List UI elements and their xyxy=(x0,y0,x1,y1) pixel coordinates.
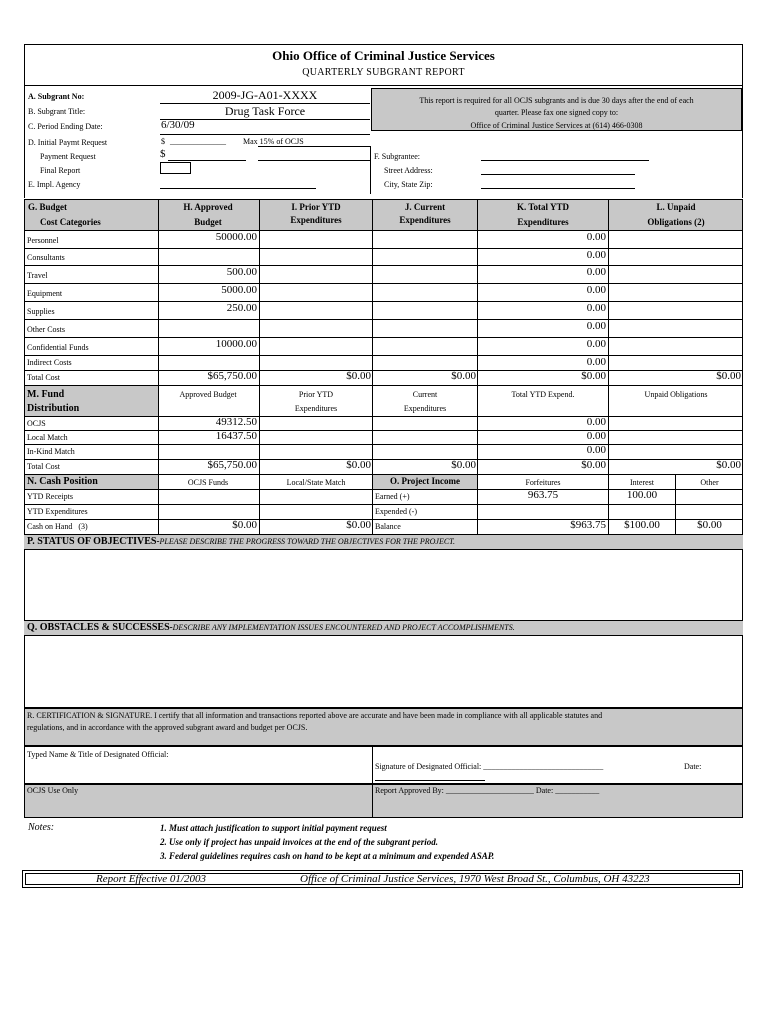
status-header: P. STATUS OF OBJECTIVES-PLEASE DESCRIBE THE PROGRESS TOWARD THE OBJECTIVES FOR THE PROJECT. xyxy=(27,536,456,547)
cash-title: N. Cash Position xyxy=(27,476,98,487)
fund-h-prior-2: Expenditures xyxy=(294,404,338,413)
budget-row-label: Travel xyxy=(27,271,48,280)
fund-row-label: OCJS xyxy=(27,419,46,428)
initial-payment-label: D. Initial Paymt Request xyxy=(28,138,108,147)
notice-line-2: quarter. Please fax one signed copy to: xyxy=(494,108,619,117)
budget-row-total: 0.00 xyxy=(586,302,606,314)
subgrant-no-value[interactable]: 2009-JG-A01-XXXX xyxy=(212,88,318,102)
obstacles-textarea[interactable] xyxy=(24,635,743,708)
col-k-line1: K. Total YTD xyxy=(517,202,569,212)
budget-total-approved: $65,750.00 xyxy=(207,370,257,382)
col-g-line2: Cost Categories xyxy=(40,217,101,227)
fund-total-current: $0.00 xyxy=(451,459,476,471)
fund-h-approved: Approved Budget xyxy=(179,390,237,399)
initial-dollar: $ xyxy=(161,137,165,146)
balance-forfeitures: $963.75 xyxy=(570,519,606,531)
budget-row-approved[interactable]: 5000.00 xyxy=(221,284,257,296)
max-note: Max 15% of OCJS xyxy=(243,137,304,146)
col-g-line1: G. Budget xyxy=(28,202,68,212)
fund-row-label: Local Match xyxy=(27,433,68,442)
certification-text-2: regulations, and in accordance with the approved subgrant award and budget per OCJS. xyxy=(27,723,308,732)
impl-agency-label: E. Impl. Agency xyxy=(28,180,81,189)
ytd-expenditures-label: YTD Expenditures xyxy=(27,507,88,516)
budget-row-approved[interactable]: 250.00 xyxy=(226,302,257,314)
budget-row-approved[interactable]: 50000.00 xyxy=(215,231,257,243)
subgrant-title-value[interactable]: Drug Task Force xyxy=(224,104,306,118)
cash-h-income: O. Project Income xyxy=(389,476,461,486)
final-report-label: Final Report xyxy=(40,166,81,175)
col-l-line2: Obligations (2) xyxy=(647,217,705,227)
fund-row-label: In-Kind Match xyxy=(27,447,75,456)
ytd-receipts-label: YTD Receipts xyxy=(27,492,73,501)
cash-h-other: Other xyxy=(700,478,719,487)
signature-date-label: Date: xyxy=(684,762,702,771)
certification-text-1: R. CERTIFICATION & SIGNATURE. I certify that all information and transactions reported above are accurate and have been made in compliance with all applicable statutes and xyxy=(27,711,603,720)
col-j-line2: Expenditures xyxy=(399,215,451,225)
col-h-line2: Budget xyxy=(194,217,222,227)
budget-row-approved[interactable]: 500.00 xyxy=(226,266,257,278)
typed-name-label: Typed Name & Title of Designated Official: xyxy=(27,750,169,759)
subgrantee-field[interactable] xyxy=(481,160,649,161)
report-title: QUARTERLY SUBGRANT REPORT xyxy=(302,67,465,78)
period-label: C. Period Ending Date: xyxy=(28,122,103,131)
budget-row-label: Other Costs xyxy=(27,325,65,334)
street-label: Street Address: xyxy=(384,166,433,175)
fund-total-unpaid: $0.00 xyxy=(716,459,741,471)
city-field[interactable] xyxy=(481,188,635,189)
cash-h-local: Local/State Match xyxy=(286,478,346,487)
col-i-line1: I. Prior YTD xyxy=(291,202,341,212)
balance-other: $0.00 xyxy=(697,519,722,531)
fund-h-prior-1: Prior YTD xyxy=(298,390,334,399)
budget-row-total: 0.00 xyxy=(586,249,606,261)
fund-title-1: M. Fund xyxy=(27,389,65,400)
status-textarea[interactable] xyxy=(24,549,743,621)
subgrant-title-label: B. Subgrant Title: xyxy=(28,107,86,116)
fund-h-current-1: Current xyxy=(412,390,438,399)
footer-address: Office of Criminal Justice Services, 1970 West Broad St., Columbus, OH 43223 xyxy=(300,873,650,885)
fund-h-current-2: Expenditures xyxy=(403,404,447,413)
impl-agency-field[interactable] xyxy=(160,188,316,189)
fund-total-prior: $0.00 xyxy=(346,459,371,471)
budget-total-unpaid: $0.00 xyxy=(716,370,741,382)
cash-local-value: $0.00 xyxy=(346,519,371,531)
budget-row-label: Supplies xyxy=(27,307,55,316)
col-l-line1: L. Unpaid xyxy=(656,202,696,212)
budget-row-total: 0.00 xyxy=(586,338,606,350)
note-3: 3. Federal guidelines requires cash on hand to be kept at a minimum and expended ASAP. xyxy=(160,851,495,861)
fund-row-approved[interactable]: 49312.50 xyxy=(215,416,257,428)
notice-line-3: Office of Criminal Justice Services at (614) 466-0308 xyxy=(470,121,643,130)
expended-label: Expended (-) xyxy=(375,507,417,516)
col-i-line2: Expenditures xyxy=(290,215,342,225)
fund-row-total: 0.00 xyxy=(586,430,606,442)
earned-forfeitures[interactable]: 963.75 xyxy=(527,489,559,501)
col-h-line1: H. Approved xyxy=(183,202,233,212)
notes-label: Notes: xyxy=(28,822,55,833)
subgrant-no-label: A. Subgrant No: xyxy=(28,92,85,101)
cash-h-forfeitures: Forfeitures xyxy=(525,478,561,487)
approved-by-label[interactable]: Report Approved By: ______________________ Date: ___________ xyxy=(375,786,600,795)
note-2: 2. Use only if project has unpaid invoices at the end of the subgrant period. xyxy=(160,837,439,847)
fund-row-total: 0.00 xyxy=(586,444,606,456)
budget-row-total: 0.00 xyxy=(586,356,606,368)
budget-total-current: $0.00 xyxy=(451,370,476,382)
signature-label[interactable]: Signature of Designated Official: ______________________________ xyxy=(375,762,604,771)
footer-effective: Report Effective 01/2003 xyxy=(96,873,206,885)
street-field[interactable] xyxy=(481,174,635,175)
budget-total-ytd: $0.00 xyxy=(581,370,606,382)
fund-h-unpaid: Unpaid Obligations xyxy=(644,390,708,399)
cash-h-ocjs: OCJS Funds xyxy=(187,478,229,487)
budget-row-label: Personnel xyxy=(27,236,59,245)
subgrantee-label: F. Subgrantee: xyxy=(374,152,421,161)
payment-request-label: Payment Request xyxy=(40,152,96,161)
agency-title: Ohio Office of Criminal Justice Services xyxy=(272,48,495,63)
fund-total-ytd: $0.00 xyxy=(581,459,606,471)
cash-h-interest: Interest xyxy=(630,478,654,487)
period-value[interactable]: 6/30/09 xyxy=(161,119,195,131)
obstacles-header: Q. OBSTACLES & SUCCESSES-DESCRIBE ANY IMPLEMENTATION ISSUES ENCOUNTERED AND PROJECT ACCOMPLISHMENTS. xyxy=(27,622,515,633)
cash-ocjs-value: $0.00 xyxy=(232,519,257,531)
fund-h-total: Total YTD Expend. xyxy=(511,390,575,399)
budget-row-total: 0.00 xyxy=(586,231,606,243)
fund-row-total: 0.00 xyxy=(586,416,606,428)
fund-row-approved[interactable]: 16437.50 xyxy=(215,430,257,442)
balance-label: Balance xyxy=(375,522,401,531)
budget-row-total: 0.00 xyxy=(586,284,606,296)
cash-on-hand-label: Cash on Hand (3) xyxy=(27,522,88,531)
col-j-line1: J. Current xyxy=(404,202,446,212)
budget-row-label: Consultants xyxy=(27,253,65,262)
budget-row-approved[interactable]: 10000.00 xyxy=(215,338,257,350)
note-1: 1. Must attach justification to support initial payment request xyxy=(160,823,387,833)
budget-row-label: Indirect Costs xyxy=(27,358,72,367)
budget-total-prior: $0.00 xyxy=(346,370,371,382)
budget-total-label: Total Cost xyxy=(27,373,60,382)
fund-total-label: Total Cost xyxy=(27,462,60,471)
earned-interest[interactable]: 100.00 xyxy=(626,489,658,501)
ocjs-use-label: OCJS Use Only xyxy=(27,786,79,795)
col-k-line2: Expenditures xyxy=(517,217,569,227)
notice-line-1: This report is required for all OCJS subgrants and is due 30 days after the end of each xyxy=(419,96,694,105)
payment-dollar: $ xyxy=(160,148,166,160)
budget-row-label: Equipment xyxy=(27,289,63,298)
budget-row-total: 0.00 xyxy=(586,266,606,278)
budget-row-total: 0.00 xyxy=(586,320,606,332)
balance-interest: $100.00 xyxy=(624,519,660,531)
city-label: City, State Zip: xyxy=(384,180,433,189)
fund-title-2: Distribution xyxy=(27,403,80,414)
fund-total-approved: $65,750.00 xyxy=(207,459,257,471)
final-report-checkbox[interactable] xyxy=(160,162,191,174)
earned-label: Earned (+) xyxy=(375,492,410,501)
budget-row-label: Confidential Funds xyxy=(27,343,89,352)
